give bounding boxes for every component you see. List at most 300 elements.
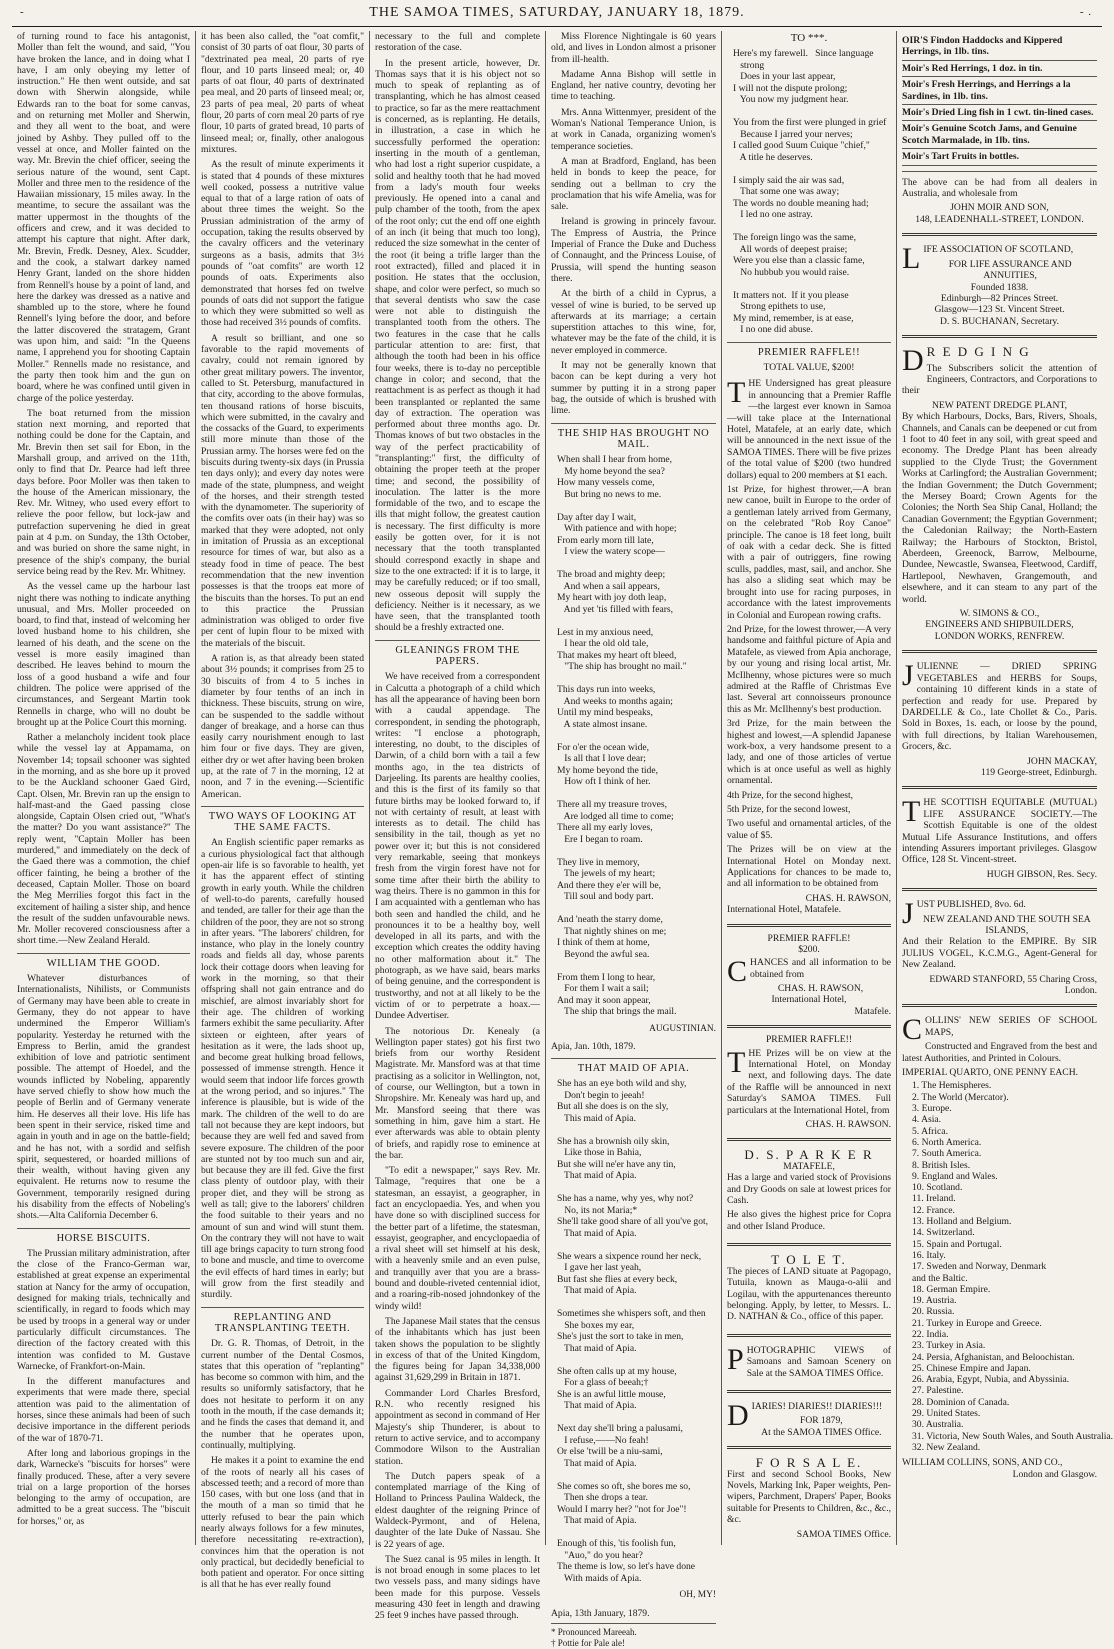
just-published-signature: EDWARD STANFORD, 55 Charing Cross, London. bbox=[929, 973, 1097, 997]
headline-premier-raffle-2: PREMIER RAFFLE! bbox=[767, 932, 851, 944]
article-paragraph: We have received from a correspondent in Calcutta a photograph of a child which has all the appearance of having been born with a caudal appendage. The correspondent, in sending the photograph, writes: "I enclose a photograph, interesting, no doubt, to the disciples of Darwin, of a child born with a tail a few months ago, in the tea districts of Darjeeling. Its parents are healthy coolies, and this is the first of its family so that future births may be looked forward to, if not with certainty of result, at least with interests as to detail. The child has sensibility in the tail, though as yet no power over it; but this is not considered very remarkable, seeing that monkeys fresh from the virgin forest have not for some time after their birth the ability to wag theirs. There is no gammon in this for I am acquainted with a gentleman who has both seen and handled the child, and he pronounces it to be a healthy boy, well developed in all its parts, and with the exception which creates the oddity having no other malformation about it." The photograph, as we have said, bears marks of being genuine, and the correspondent is trustworthy, and not at all likely to be the victim of or to perpetrate a hoax.—Dundee Advertiser. bbox=[375, 671, 540, 1022]
list-line: Then she drops a tear. bbox=[557, 1492, 648, 1504]
list-line: 28. Dominion of Canada. bbox=[912, 1396, 1010, 1408]
list-line: 18. German Empire. bbox=[912, 1283, 991, 1295]
collins-map-list bbox=[912, 1080, 1114, 1453]
list-line: Enough of this, 'tis foolish fun, bbox=[557, 1538, 676, 1550]
list-line: 7. South America. bbox=[912, 1148, 982, 1160]
list-line: But she will ne'er have any tin, bbox=[557, 1158, 676, 1170]
article-paragraph: Commander Lord Charles Bresford, R.N. who recently resigned his appointment as second in command of Her Majesty's ship Thunderer, is about to return to active service, and to accompany Commodore Wilson to the Australian station. bbox=[375, 1387, 540, 1467]
list-line bbox=[557, 1469, 716, 1481]
drop-cap-t: T bbox=[727, 1045, 746, 1079]
list-line: My mind, remember, is at ease, bbox=[733, 312, 854, 324]
list-line: How many vessels come, bbox=[557, 477, 655, 489]
list-line: Next day she'll bring a palusami, bbox=[557, 1423, 683, 1435]
list-line: 11. Ireland. bbox=[912, 1193, 956, 1205]
just-published-heading: NEW ZEALAND AND THE SOUTH SEA ISLANDS, bbox=[922, 913, 1091, 936]
list-line: The broad and mighty deep; bbox=[557, 569, 666, 581]
article-paragraph: The Dutch papers speak of a contemplated marriage of the King of Holland to Princess Paulina Waldeck, the eldest daughter of the reigning Prince of Waldeck-Pyrmont, and of Helena, daughter of the late Duke of Nassau. She is 22 years of age. bbox=[375, 1470, 540, 1550]
list-line bbox=[557, 1124, 716, 1136]
article-paragraph: Rather a melancholy incident took place while the vessel lay at Appamama, on November 14; topsail schooner was sighted in the morning, and as she bore up it proved to be the Auckland schooner Gaed Gird, Capt. Olsen, Mr. Brevin ran up the ensign to half-mast-and the Gaed passing close alongside, Captain Olsen cried out, "What's the matter? Do you want assistance?" The reply went, "Captain Moller has been murdered," and immediately on the deck of the Gaed there was a commotion, the chief officer fainting, he being a brother of the deceased, Captain Moller. Those on board the Meg Merrilies forgot this fact in the excitement of hailing a sister ship, and hence the result of the sudden unfavourable news. Mr. Moller recovered consciousness after a short time.—New Zealand Herald. bbox=[17, 732, 190, 947]
collins-advert bbox=[902, 1013, 1114, 1482]
article-paragraph: Whatever disturbances of Internationalists, Nihilists, or Communists of Germany may have been able to create in Germany, they do not appear to have undermined the Emperor William's popularity. Yesterday he returned with the Empress to Berlin, amid the grandest exhibition of love and patriotic sentiment possible. The attempt of Hoedel, and the wounds inflicted by Nobeling, apparently have served chiefly to show how much the people of Berlin and of Germany venerate him. He deserves all their love. His life has been spent in their service, risked time and again in youth and in age on the battle-field; and he has not, with a sordid and selfish spirit, sequestered, or hoarded millions of their wealth, without having given any equivalent. He returns now to resume the Government, temporarily resigned during his disability from the effects of Nobeling's shots.—Alta California December 6. bbox=[17, 973, 190, 1222]
raffle-2-signature: CHAS. H. RAWSON, bbox=[777, 983, 864, 995]
raffle-prize-5: 5th Prize, for the second lowest, bbox=[727, 804, 851, 816]
raffle-intro: HE Undersigned has great pleasure in announcing that a Premier Raffle —the largest ever known in Samoa—will take place at the International Hotel, Matafele, at an early date, which will be announced in the next issue of the SAMOA TIMES. There will be five prizes of the total value of $200 (two hundred dollars) equal to 200 members at $1 each. bbox=[727, 378, 891, 481]
headline-premier-raffle-3: PREMIER RAFFLE!! bbox=[765, 1034, 853, 1046]
list-line: 25. Chinese Empire and Japan. bbox=[912, 1362, 1031, 1374]
list-line: From them I long to hear, bbox=[557, 971, 656, 983]
parker-place: MATAFELE, bbox=[783, 1160, 835, 1172]
life-founded: Founded 1838. bbox=[970, 281, 1029, 293]
list-line bbox=[557, 1527, 716, 1539]
list-line bbox=[557, 845, 716, 857]
collins-title: OLLINS' NEW SERIES OF SCHOOL MAPS, bbox=[925, 1015, 1097, 1038]
for-sale-advert bbox=[727, 1455, 891, 1542]
list-line: Are lodged all time to come; bbox=[557, 810, 674, 822]
list-line: Moir's Red Herrings, 1 doz. in tin. bbox=[902, 61, 1097, 77]
list-line: 19. Austria. bbox=[912, 1295, 957, 1307]
list-line: I simply said the air was sad, bbox=[733, 174, 845, 186]
raffle-signature: CHAS. H. RAWSON, bbox=[805, 892, 891, 904]
list-line: I led no one astray. bbox=[733, 209, 813, 221]
collins-signature: WILLIAM COLLINS, SONS, AND CO., bbox=[902, 1457, 1063, 1469]
list-line bbox=[557, 500, 716, 512]
list-line: She's just the sort to take in men, bbox=[557, 1331, 684, 1343]
list-line: There all my treasure troves, bbox=[557, 799, 668, 811]
headline-to: TO ***. bbox=[790, 32, 828, 44]
parker-text: Has a large and varied stock of Provisions and Dry Goods on sale at lowest prices for Cash. bbox=[727, 1172, 891, 1207]
list-line: Because I jarred your nerves; bbox=[733, 128, 853, 140]
raffle-signature-place: International Hotel, Matafele. bbox=[727, 904, 842, 916]
dredging-firm-line: LONDON WORKS, RENFREW. bbox=[934, 630, 1065, 642]
raffle-prize-1: 1st Prize, for highest thrower,—A bran new canoe, built in Europe to the order of a gentleman lately arrived from Germany, on the celebrated "Rob Roy Canoe" principle. The canoe is 18 feet long, built of oak with a cedar deck. She is fitted with a pair of outriggers, fine rowing sculls, paddles, mast, sail, and anchor. She has also a sliding seat which may be brought into use for racing purposes, in accordance with the latest improvements in Colonial and European rowing crafts. bbox=[727, 484, 891, 621]
list-line: And when a sail appears, bbox=[557, 580, 660, 592]
list-line bbox=[557, 615, 716, 627]
list-line: With patience and with hope; bbox=[557, 523, 677, 535]
poem-ship-no-mail bbox=[557, 454, 716, 1018]
list-line: That maid of Apia. bbox=[557, 1515, 637, 1527]
list-line: 27. Palestine. bbox=[912, 1385, 964, 1397]
list-line bbox=[557, 903, 716, 915]
list-line: It matters not. If it you please bbox=[733, 289, 849, 301]
list-line: The jewels of my heart; bbox=[557, 868, 656, 880]
list-line: 2. The World (Mercator). bbox=[912, 1091, 1009, 1103]
list-line bbox=[557, 558, 716, 570]
moir-firm: JOHN MOIR AND SON, bbox=[950, 202, 1049, 214]
dredging-title: R E D G I N G bbox=[926, 344, 1031, 360]
list-line: Does in your last appear, bbox=[733, 71, 836, 83]
headline-ship-no-mail: THE SHIP HAS BROUGHT NO MAIL. bbox=[551, 423, 716, 451]
list-line: Moir's Genuine Scotch Jams, and Genuine Scotch Marmalade, in 1lb. tins. bbox=[902, 121, 1097, 149]
dredging-text: The Subscribers solicit the attention of Engineers, Contractors, and Corporations to their bbox=[902, 362, 1097, 397]
list-line: Would I marry her? "not for Joe"! bbox=[557, 1503, 687, 1515]
list-line: 6. North America. bbox=[912, 1136, 982, 1148]
list-line: That maid of Apia. bbox=[557, 1457, 637, 1469]
list-line: That maid of Apia. bbox=[557, 1170, 637, 1182]
poem-dateline: Apia, Jan. 10th, 1879. bbox=[551, 1040, 636, 1052]
list-line: That makes my heart oft bleed, bbox=[557, 649, 677, 661]
article-paragraph: Dr. G. R. Thomas, of Detroit, in the current number of the Dental Cosmos, states that this operation of "replanting" has become so common with him, and the results so uniformly satisfactory, that he does not hesitate to perform it on any tooth in the mouth, if the case demands it; and he finds the cases that demand it, and the number that he operates upon, continually, multiplying. bbox=[201, 1338, 364, 1451]
raffle-prize-4: 4th Prize, for the second highest, bbox=[727, 789, 854, 801]
list-line: And 'neath the starry dome, bbox=[557, 914, 663, 926]
list-line bbox=[733, 278, 891, 290]
list-line: From early morn till late, bbox=[557, 534, 654, 546]
list-line: and the Baltic. bbox=[912, 1272, 968, 1284]
list-line: For o'er the ocean wide, bbox=[557, 741, 650, 753]
list-line: Is all that I love dear; bbox=[557, 753, 646, 765]
article-paragraph: After long and laborious gropings in the dark, Warnecke's "biscuits for horses" were finally produced. These, after a very severe trial on a large proportion of the horses belonging to the army of occupation, are admitted to be a great success. The "biscuit for horses," or, as bbox=[17, 1447, 190, 1527]
article-paragraph: As the result of minute experiments it is stated that 4 pounds of these mixtures well cooked, possess a nutritive value equal to that of a large ration of oats of about three times the weight. So the Prussian administration of the army of occupation, taking the results observed by the cavalry officers and the veterinary surgeons as a basis, admits that 3½ pounds of "oat comfits" are worth 12 pounds of oats. Experiments also demonstrated that horses fed on twelve pounds of oats did not support the fatigue to which they were submitted so well as those had received 3½ pounds of comfits. bbox=[201, 159, 364, 329]
list-line: 29. United States. bbox=[912, 1408, 981, 1420]
raffle-prize-3: 3rd Prize, for the main between the highest and lowest,—A splendid Japanese work-box, a very handsome present to a lady, and one of those articles of vertue which is at once useful as well as highly ornamental. bbox=[727, 718, 891, 787]
drop-cap-t: T bbox=[902, 795, 921, 829]
list-line: This maid of Apia. bbox=[557, 1112, 636, 1124]
article-paragraph: He makes it a point to examine the end of the roots of nearly all his cases of abscessed teeth; and a record of more than 150 cases, with but one loss (and that in the mouth of a man so timid that he utterly refused to bear the pain which nearly always follows for a few minutes, therefore necessitating re-extraction), convinces him that the operation is not only practical, but decidedly beneficial to both patient and operator. For once sitting is all that he has ever really found bbox=[201, 1455, 364, 1591]
list-line bbox=[557, 788, 716, 800]
poem-signature: AUGUSTINIAN. bbox=[649, 1023, 716, 1034]
life-subtitle: FOR LIFE ASSURANCE AND ANNUITIES, bbox=[948, 258, 1072, 282]
list-line: She is an awful little mouse, bbox=[557, 1388, 666, 1400]
headline-premier-raffle: PREMIER RAFFLE!! bbox=[727, 342, 891, 358]
list-line: 8. British Isles. bbox=[912, 1159, 971, 1171]
julienne-advert bbox=[902, 659, 1097, 780]
list-line: And may it soon appear, bbox=[557, 994, 651, 1006]
list-line: 31. Victoria, New South Wales, and South Australia. bbox=[912, 1430, 1114, 1442]
list-line: My home beyond the tide, bbox=[557, 764, 658, 776]
list-line: I gave her last yeah, bbox=[557, 1262, 642, 1274]
list-line bbox=[557, 730, 716, 742]
list-line: The foreign lingo was the same, bbox=[733, 232, 857, 244]
diaries-where: At the SAMOA TIMES Office. bbox=[761, 1426, 882, 1438]
parker-advert bbox=[727, 1147, 891, 1237]
footnote: † Pottie for Pale ale! bbox=[551, 1638, 625, 1649]
list-line: My home beyond the sea? bbox=[557, 465, 665, 477]
list-line: 4. Asia. bbox=[912, 1114, 942, 1126]
life-address: Glasgow—123 St. Vincent Street. bbox=[934, 304, 1065, 316]
diaries-year: FOR 1879, bbox=[800, 1415, 843, 1427]
list-line bbox=[733, 221, 891, 233]
moir-product-list bbox=[902, 33, 1097, 166]
scottish-equitable-text: HE SCOTTISH EQUITABLE (MUTUAL) LIFE ASSURANCE SOCIETY.—The Scottish Equitable is one of the oldest Mutual Life Assurance Institutions, and offers intending Assurers important privileges. Glasgow Office, 128 St. Vincent-street. bbox=[902, 797, 1097, 866]
list-line: But all she does is on the sly, bbox=[557, 1101, 669, 1113]
list-line: That maid of Apia. bbox=[557, 1285, 637, 1297]
column-3 bbox=[370, 31, 546, 1622]
raffle-3-advert bbox=[727, 1046, 891, 1133]
article-paragraph: necessary to the full and complete restoration of the case. bbox=[375, 31, 540, 54]
list-line bbox=[557, 1354, 716, 1366]
moir-text: The above can be had from all dealers in Australia, and wholesale from bbox=[902, 176, 1097, 200]
raffle-2-advert bbox=[727, 955, 891, 1019]
article-paragraph: A result so brilliant, and one so favorable to the rapid movements of cavalry, could not remain ignored by other great military powers. The inventor, called to St. Petersburg, manufactured in that city, according to the above formulas, ten thousand rations of horse biscuits, which were submitted, in the cavalry and the cossacks of the Guard, to experiments still more minute than those of the Prussian army. The horses were fed on the biscuits during twenty-six days (in Prussia ten days only); and every day notes were made of the state, plumpness, and weight of the horses, and their strength tested with the dynamometer. The superiority of the comfits over oats (in their hay) was so marked that they were adopted, not only in imitation of Prussia as an exceptional resource for times of war, but also as a steady food in time of peace. The best recommendation that the new invention possesses is that the troops eat more of the biscuits than the horses. To put an end to this practice the Prussian administration was obliged to order five per cent of lupin flour to be mixed with the materials of the biscuit. bbox=[201, 332, 364, 649]
list-line: 17. Sweden and Norway, Denmark bbox=[912, 1261, 1047, 1273]
list-line: You from the first were plunged in grief bbox=[733, 117, 887, 129]
drop-cap-j: J bbox=[902, 659, 914, 693]
list-line: 10. Scotland. bbox=[912, 1182, 963, 1194]
drop-cap-l: L bbox=[902, 242, 921, 276]
raffle-total-value: TOTAL VALUE, $200! bbox=[763, 362, 855, 374]
article-paragraph: An English scientific paper remarks as a curious physiological fact that although open-air life is so favorable to health, yet it has the apparent effect of stinting growth in early youth. While the children of well-to-do parents, carefully housed and tended, are taller for their age than the children of the poor, they are not so strong in after years. "The laborers' children, for instance, who play in the lonely country roads and fields all day, whose parents lock their cottage doors when leaving for work in the morning, so that their offspring shall not gain entrance and do mischief, are almost invariably short for their age. The children of working farmers exhibit the same peculiarity. After sixteen or eighteen, after years of hesitation as it were, the lads shoot up, and become great hulking broad fellows, possessed of immense strength. Hence it would seem that indoor life forces growth at the wrong period, and so injures." The inference is plausible, but is wide of the mark. The children of the well to do are tall not because they are kept indoors, but because they are well fed and saved from severe exposure. The children of the poor are stunted not by too much sun and air, but because they are ill fed. Give the first class plenty of outdoor play, with their proper diet, and they will be strong as well as tall; give to the laborers' children the food suitable to their years and no amount of sun and wind will stunt them. On the contrary they will not have to wait till age brings capacity to turn strong food to bone and muscle, and time to overcome the evil effects of hard times in early; but will grow from the first steadily and sturdily. bbox=[201, 837, 364, 1301]
footnote: * Pronounced Mareeah. bbox=[551, 1627, 637, 1638]
poem-dateline: Apia, 13th January, 1879. bbox=[551, 1607, 650, 1619]
photo-text: HOTOGRAPHIC VIEWS of Samoans and Samoan Scenery on Sale at the SAMOA TIMES Office. bbox=[746, 1344, 891, 1379]
just-published-advert bbox=[902, 897, 1097, 998]
list-line: When shall I hear from home, bbox=[557, 454, 673, 466]
list-line: For them I wait a sail; bbox=[557, 983, 649, 995]
list-line: I called good Suum Cuique "chief," bbox=[733, 140, 870, 152]
list-line: Don't begin to jeeah! bbox=[557, 1089, 645, 1101]
diaries-text: IARIES! DIARIES!! DIARIES!!! bbox=[751, 1400, 883, 1412]
drop-cap-c: C bbox=[902, 1013, 923, 1047]
masthead-right-mark: - . bbox=[1079, 6, 1092, 18]
list-line: For a glass of beeah;† bbox=[557, 1377, 649, 1389]
list-line bbox=[557, 1239, 716, 1251]
list-line: Until my mind bespeaks, bbox=[557, 707, 653, 719]
list-line: No hubbub you would raise. bbox=[733, 266, 850, 278]
scottish-equitable-signature: HUGH GIBSON, Res. Secy. bbox=[986, 868, 1097, 880]
article-paragraph: A man at Bradford, England, has been held in bonds to keep the peace, for sending out a bellman to cry the proclamation that his wife Amelia, was for sale. bbox=[551, 155, 716, 213]
list-line: That maid of Apia. bbox=[557, 1342, 637, 1354]
list-line: 13. Holland and Belgium. bbox=[912, 1216, 1012, 1228]
julienne-text: ULIENNE — DRIED SPRING VEGETABLES and HERBS for Soups, containing 10 different kinds in a state of perfection and ready for use. Prepared by DARDELLE & Co., late Chollet & Co., Paris. Sold in Boxes, 1s. each, or loose by the pound, with full directions, by Italian Warehousemen, Grocers, &c. bbox=[902, 661, 1097, 753]
scottish-equitable-advert bbox=[902, 795, 1097, 882]
list-line: 1. The Hemispheres. bbox=[912, 1080, 992, 1092]
list-line: 16. Italy. bbox=[912, 1249, 946, 1261]
list-line: She has an eye both wild and shy, bbox=[557, 1078, 687, 1090]
list-line: 24. Persia, Afghanistan, and Beloochistan. bbox=[912, 1351, 1075, 1363]
list-line: 22. India. bbox=[912, 1329, 949, 1340]
to-let-text: The pieces of LAND situate at Pagopago, Tutuila, known as Mauga-o-alii and Logilau, with the appurtenances thereunto belonging. Apply, by letter, to Messrs. L. D. NATHAN & Co., office of this paper. bbox=[727, 1265, 891, 1323]
raffle-view-note: The Prizes will be on view at the International Hotel on Monday next. Applications for chances to be made to, and all information to be obtained from bbox=[727, 844, 891, 890]
list-line: The ship that brings the mail. bbox=[557, 1006, 677, 1018]
list-line: I hear the old old tale, bbox=[557, 638, 649, 650]
list-line: Like those in Bahia, bbox=[557, 1147, 642, 1159]
headline-two-ways: TWO WAYS OF LOOKING AT THE SAME FACTS. bbox=[201, 806, 364, 834]
list-line: And yet 'tis filled with fears, bbox=[557, 603, 674, 615]
list-line: I no one did abuse. bbox=[733, 324, 813, 336]
columns bbox=[12, 31, 1114, 1649]
list-line: She often calls up at my house, bbox=[557, 1365, 677, 1377]
list-line: I view the watery scope— bbox=[557, 546, 665, 558]
headline-william-the-good: WILLIAM THE GOOD. bbox=[17, 953, 190, 969]
dredging-advert bbox=[902, 344, 1097, 644]
headline-horse-biscuits: HORSE BISCUITS. bbox=[17, 1228, 190, 1244]
raffle-2-signature-hotel: International Hotel, bbox=[771, 994, 847, 1006]
moir-address: 148, LEADENHALL-STREET, LONDON. bbox=[915, 213, 1084, 225]
for-sale-signature: SAMOA TIMES Office. bbox=[796, 1528, 891, 1540]
masthead bbox=[12, 0, 1102, 27]
list-line bbox=[557, 1182, 716, 1194]
article-paragraph: The Suez canal is 95 miles in length. It is not broad enough in some places to let two vessels pass, and many sidings have been made for this purpose. Vessels measuring 430 feet in length and drawing 25 feet 9 inches have passed through. bbox=[375, 1553, 540, 1622]
list-line: 12. France. bbox=[912, 1204, 955, 1216]
raffle-advert bbox=[727, 376, 891, 917]
article-paragraph: Madame Anna Bishop will settle in England, her native country, devoting her time to teaching. bbox=[551, 68, 716, 103]
drop-cap-p: P bbox=[727, 1342, 744, 1376]
list-line: The theme is low, so let's have done bbox=[557, 1561, 696, 1573]
drop-cap-d: D bbox=[727, 1398, 749, 1432]
list-line: That nightly shines on me; bbox=[557, 925, 667, 937]
list-line: Here's my farewell. Since language bbox=[733, 48, 874, 60]
column-6 bbox=[897, 31, 1114, 1545]
drop-cap-c: C bbox=[727, 955, 748, 989]
headline-replanting-teeth: REPLANTING AND TRANSPLANTING TEETH. bbox=[201, 1307, 364, 1335]
list-line: Moir's Fresh Herrings, and Herrings a la Sardines, in 1lb. tins. bbox=[902, 77, 1097, 105]
list-line: 32. New Zealand. bbox=[912, 1441, 981, 1453]
list-line: Strong epithets to use, bbox=[733, 301, 826, 313]
list-line: I think of them at home, bbox=[557, 937, 650, 949]
parker-title: D. S. P A R K E R bbox=[744, 1147, 874, 1163]
photo-advert bbox=[727, 1343, 891, 1384]
list-line: Till soul and body part. bbox=[557, 891, 654, 903]
list-line: All words of deepest praise; bbox=[733, 243, 848, 255]
list-line: I will not the dispute prolong; bbox=[733, 82, 848, 94]
list-line: Moir's Tart Fruits in bottles. bbox=[902, 149, 1097, 165]
list-line: "Auo," do you hear? bbox=[557, 1549, 643, 1561]
collins-size: IMPERIAL QUARTO, ONE PENNY EACH. bbox=[902, 1067, 1079, 1079]
list-line: 26. Arabia, Egypt, Nubia, and Abyssinia. bbox=[912, 1374, 1070, 1386]
list-line: My heart with joy doth leap, bbox=[557, 592, 667, 604]
article-paragraph: "To edit a newspaper," says Rev. Mr. Talmage, "requires that one be a statesman, an essayist, a geographer, in fact an encyclopaedia. Yes, and when you have done so with disciplined success for the better part of a lifetime, the statesman, essayist, geographer, and encyclopaedia of a rival sheet will set himself at his desk, with a heavenly smile and an even pulse, and tranquilly aver that you are a brass-bound and double-riveted centennial idiot, and a roaring-rib-nosed johndonkey of the windy wild! bbox=[375, 1165, 540, 1312]
julienne-address: 119 George-street, Edinburgh. bbox=[981, 766, 1097, 778]
list-line: strong bbox=[733, 59, 765, 71]
article-paragraph: The Prussian military administration, after the close of the Franco-German war, established at great expense an experimental station at Nancy for the army of occupation, designed for making trials, technically and scientifically, in regard to foods which may be used by troops in a general way or under particularly difficult circumstances. The direction of the factory created with this intention was confided to M. Gustave Warnecke, of Frankfort-on-Main. bbox=[17, 1247, 190, 1372]
column-2 bbox=[196, 31, 370, 1591]
list-line: A state almost insane. bbox=[557, 718, 648, 730]
to-let-title: T O L E T. bbox=[771, 1252, 847, 1268]
list-line: Or else 'twill be a niu-sami, bbox=[557, 1446, 663, 1458]
drop-cap-d: D bbox=[902, 344, 924, 378]
list-line: 30. Australia. bbox=[912, 1419, 964, 1431]
list-line: 21. Turkey in Europe and Greece. bbox=[912, 1317, 1042, 1329]
list-line: She has a brownish oily skin, bbox=[557, 1135, 670, 1147]
headline-gleanings: GLEANINGS FROM THE PAPERS. bbox=[375, 640, 540, 668]
list-line: That maid of Apia. bbox=[557, 1227, 637, 1239]
list-line: A title he deserves. bbox=[733, 151, 813, 163]
life-address: Edinburgh—82 Princes Street. bbox=[940, 292, 1059, 304]
masthead-title: THE SAMOA TIMES, SATURDAY, JANUARY 18, 1879. bbox=[369, 5, 745, 20]
raffle-2-amount: $200. bbox=[798, 943, 820, 955]
article-paragraph: At the birth of a child in Cyprus, a vessel of wine is buried, to be served up afterwards at its marriage; a certain superstition attaches to this wine, for, whatever may be the fate of the child, it is never employed in commerce. bbox=[551, 288, 716, 356]
list-line: You now my judgment hear. bbox=[733, 94, 849, 106]
raffle-prize-2: 2nd Prize, for the lowest thrower,—A very handsome and faithful picture of Apia and Matafele, as viewed from Apia anchorage, by our young and rising local artist, Mr. McIlhenny, whose pictures were so much admired at the Raffle of Christmas Eve last. Several art connoisseurs pronounce this as Mr. McIlhenny's best production. bbox=[727, 623, 891, 715]
list-line: She wears a sixpence round her neck, bbox=[557, 1250, 702, 1262]
list-line bbox=[733, 106, 891, 118]
life-title: IFE ASSOCIATION OF SCOTLAND, bbox=[923, 244, 1074, 256]
raffle-3-text: HE Prizes will be on view at the International Hotel, on Monday next, and following days. The date of the Raffle will be announced in next Saturday's SAMOA TIMES. Full particulars at the International Hotel, from bbox=[727, 1047, 891, 1116]
poem-signature: OH, MY! bbox=[679, 1590, 716, 1601]
list-line: That some one was away; bbox=[733, 186, 840, 198]
article-paragraph: The Japanese Mail states that the census of the inhabitants which has just been taken shows the population to be slightly in excess of that of the United Kingdom, the figures being for Japan 34,338,000 against 31,629,299 in Britain in 1871. bbox=[375, 1315, 540, 1384]
article-paragraph: A ration is, as that already been stated about 3½ pounds; it comprises from 25 to 30 biscuits of from 4 to 5 inches in diameter by four tenths of an inch in thickness. These biscuits, strung on wire, can be suspended to the saddle without danger of breakage, and a horse can thus easily carry nourishment enough to last him four or five days. They are given, either dry or wet after having been broken up, at the rate of 7 in the morning, 12 at noon, and 7 in the evening.—Scientific American. bbox=[201, 653, 364, 800]
list-line: 9. England and Wales. bbox=[912, 1170, 998, 1182]
list-line: She'll take good share of all you've got, bbox=[557, 1216, 709, 1228]
article-paragraph: In the present article, however, Dr. Thomas says that it is his object not so much to speak of replanting as of transplanting, which he has almost ceased to practice, so far as the mere reattachment is concerned, as is replanting. He details, in illustration, a case in which he successfully performed the operation: inserting in the mouth of a gentleman, who had lost a right superior cuspidate, a solid and healthy tooth that he had moved from a lady's mouth four weeks previously. He opened into a canal and pulp chamber of the tooth, from the apex of the root only; cut the end off one eighth of an inch (it being that much too long), reduced the size somewhat in the center of the root (it being a trifle larger than the root extracted), filled and placed it in position. He states that the occlusion, shape, and color were perfect, so much so that several dentists who saw the case were not able to distinguish the transplanted tooth from the others. The two features in the case that he calls particular attention to are: first, that although the tooth had been in his office four weeks, there is to-day no perceptible change in color; and second, that the reattachment is as perfect as though it had been transplanted or replanted the same day of extraction. The operation was performed about three months ago. Dr. Thomas knows of but two obstacles in the way of the perfect practicability of "transplanting:" first, the difficulty of obtaining the proper teeth at the proper time; and second, the possibility of inoculation. The latter is the more formidable of the two, and to escape the ills that might follow, the greatest caution is necessary. The first difficulty is more easily be gotten over, for it is not necessary that the tooth transplanted should correspond exactly in shape and size to the one extracted: if it is to large, it may be carefully reduced; or if too small, new osseous deposit will supply the deficiency. Neither is it necessary, as we have seen, that the transplanted tooth should be a freshly extracted one. bbox=[375, 57, 540, 634]
list-line: I refuse,——No feah! bbox=[557, 1434, 649, 1446]
poem-to bbox=[733, 48, 891, 336]
column-1 bbox=[12, 31, 196, 1545]
list-line bbox=[557, 1297, 716, 1309]
parker-text: He also gives the highest price for Copra and other Island Produce. bbox=[727, 1209, 891, 1232]
list-line bbox=[557, 1412, 716, 1424]
list-line bbox=[557, 960, 716, 972]
list-line: But bring no news to me. bbox=[557, 488, 662, 500]
article-paragraph: As the vessel came up the harbour last night there was nothing to indicate anything unusual, and Mrs. Moller proceeded on board, to find that, instead of welcoming her loved husband home to his children, she learned of his death, and the scene on the vessel is more easily imagined than described. He leaves behind to mourn the loss of a good husband a wife and four children. The police were apprised of the circumstances, and Sergeant Martin took Rennells in charge, who will no doubt be brought up at the Police Court this morning. bbox=[17, 581, 190, 728]
list-line: 23. Turkey in Asia. bbox=[912, 1340, 986, 1352]
list-line: With maids of Apia. bbox=[557, 1572, 642, 1584]
list-line: 15. Spain and Portugal. bbox=[912, 1238, 1002, 1250]
dredging-heading: NEW PATENT DREDGE PLANT, bbox=[931, 399, 1068, 411]
drop-cap-t: T bbox=[727, 376, 746, 410]
list-line: Ere I began to roam. bbox=[557, 833, 643, 845]
list-line: 20. Russia. bbox=[912, 1306, 955, 1318]
headline-maid-of-apia: THAT MAID OF APIA. bbox=[551, 1058, 716, 1074]
list-line bbox=[733, 163, 891, 175]
list-line: This days run into weeks, bbox=[557, 684, 656, 696]
list-line: Moir's Dried Ling fish in 1 cwt. tin-lined cases. bbox=[902, 105, 1097, 121]
list-line: 14. Switzerland. bbox=[912, 1227, 975, 1239]
poem-maid-of-apia bbox=[557, 1078, 716, 1584]
list-line: They live in memory, bbox=[557, 856, 640, 868]
raffle-prize-note: Two useful and ornamental articles, of the value of $5. bbox=[727, 818, 891, 841]
list-line: There all my early loves, bbox=[557, 822, 653, 834]
list-line: No, its not Maria;* bbox=[557, 1204, 638, 1216]
list-line bbox=[557, 673, 716, 685]
moir-advert bbox=[902, 31, 1097, 227]
list-line: And there they e'er will be, bbox=[557, 879, 662, 891]
list-line: Lest in my anxious need, bbox=[557, 626, 654, 638]
drop-cap-j: J bbox=[902, 897, 914, 931]
article-paragraph: It may not be generally known that bacon can be kept during a very hot summer by putting it in a strong paper bag, the outside of which is brushed with lime. bbox=[551, 360, 716, 417]
list-line: The words no double meaning had; bbox=[733, 197, 869, 209]
article-paragraph: The boat returned from the mission station next morning, and reported that nothing could be done for the Captain, and Mr. Brevin then set sail for Ebon, in the Marshall group, and arrived on the 11th, only to find that Dr. Pearce had left three days before. Poor Moller was then taken to the house of the American missionary, the Rev. Mr. Witney, who used every effort to relieve the poor fellow, but lock-jaw and putrefaction supervening he died in great pain at 4 p.m. on Sunday, the 13th October, and was buried on shore the same night, in presence of the ship's company, the burial service being read by the Rev. Mr. Whitney. bbox=[17, 407, 190, 577]
list-line: Day after day I wait, bbox=[557, 511, 637, 523]
list-line: She has a name, why yes, why not? bbox=[557, 1193, 694, 1205]
footnotes bbox=[551, 1623, 716, 1649]
for-sale-title: F O R S A L E. bbox=[755, 1455, 863, 1471]
list-line: Beyond the awful sea. bbox=[557, 948, 650, 960]
list-line: That maid of Apia. bbox=[557, 1400, 637, 1412]
raffle-3-signature: CHAS. H. RAWSON. bbox=[805, 1119, 891, 1131]
article-paragraph: The notorious Dr. Kenealy (a Wellington paper states) got his first two briefs from our worthy Resident Magistrate. Mr. Mansford was at that time practising as a solicitor in Wellington, not, of course, our Wellington, but a town in Shropshire. Mr. Kenealy was hard up, and Mr. Mansford seeing that there was something in him, gave him a start. He ever afterwards was able to obtain plenty of briefs, and rapidly rose to eminence at the bar. bbox=[375, 1025, 540, 1161]
life-association-advert bbox=[902, 242, 1097, 329]
article-paragraph: In the different manufactures and experiments that were made there, special attention was paid to the alimentation of horses, since these animals had been of such decisive importance in the different periods of the war of 1870-71. bbox=[17, 1376, 190, 1444]
dredging-firm-line: ENGINEERS AND SHIPBUILDERS, bbox=[925, 619, 1074, 631]
dredging-firm: W. SIMONS & CO., bbox=[959, 608, 1040, 620]
dredging-text: By which Harbours, Docks, Bars, Rivers, Shoals, Channels, and Canals can be deepened or cut from 1 foot to 40 feet in any soil, with great speed and economy. The Dredge Plant has been already supplied to the Clyde Trust; the Government Works at Carlingford; the Australian Government; the Indian Government; the Dutch Government; the Mersey Board; Crown Agents for the Colonies; the North Sea Ship Canal, Holland; the Canadian Government; the Egyptian Government; the Caledonian Railway; the North-Eastern Railway; the Harbours of Stockton, Bristol, Aberdeen, Greenock, Barrow, Melbourne, Dundee, Newcastle, Swansea, Fleetwood, Cardiff, Hartlepool, Newhaven, Grangemouth, and elsewhere, and it can steam to any part of the world. bbox=[902, 411, 1097, 605]
diaries-advert bbox=[727, 1399, 891, 1440]
column-4 bbox=[546, 31, 722, 1649]
list-line: 5. Africa. bbox=[912, 1125, 948, 1137]
column-5 bbox=[722, 31, 897, 1545]
list-line: How oft I think of her. bbox=[557, 776, 651, 788]
list-line: But fast she flies at every beck, bbox=[557, 1273, 678, 1285]
article-paragraph: Miss Florence Nightingale is 60 years old, and lives in London almost a prisoner from ill-health. bbox=[551, 31, 716, 65]
list-line: And weeks to months again; bbox=[557, 695, 673, 707]
collins-text: Constructed and Engraved from the best and latest Authorities, and Printed in Colours. bbox=[902, 1041, 1097, 1064]
list-line: She comes so oft, she bores me so, bbox=[557, 1480, 691, 1492]
article-paragraph: Ireland is growing in princely favour. The Empress of Austria, the Prince Imperial of France the Duke and Duchess of Connaught, and the Princess Louise, of Prussia, will spend the hunting season there. bbox=[551, 216, 716, 284]
julienne-signature: JOHN MACKAY, bbox=[1027, 755, 1097, 767]
article-paragraph: of turning round to face his antagonist, Moller than felt the wound, and said, "You have broken the lance, and in doing what I have, I am only obeying my letter of instruction." He then went outside, and sat down with Sherwin alongside, while Edwards ran to the boat for some canvas, and on returning met Moller and Sherwin, and they all went to the boat, and were joined by Ashby. They pulled off to the vessel at once, and Moller fainted on the way. Mr. Brevin the chief officer, seeing the serious nature of the wound, sent Capt. Moller and three men to the residence of the Hawaiian missionary, 15 miles away. In the meantime, to secure the assailant was the matter uppermost in the thoughts of the officers and crew, and it was decided to attempt his capture that night. After dark, Mr. Brevin, Fredk. Desney, Alex. Scudder, and the cook, a stalwart darkey named Henry Grant, landed on the shore hidden from Rennell's house by a point of land, and here the darkey was dressed as a native and shambled up to the store, where he found Rennell's lying before the door, and before the latter discovered the stratagem, Grant was upon him, and said: "In the Queens name, I apprehend you for shooting Captain Moller." Rennells made no resistance, and the party then took him and the gun on board, where he was confined until given in charge of the police yesterday. bbox=[17, 31, 190, 404]
just-published-text: And their Relation to the EMPIRE. By SIR JULIUS VOGEL, K.C.M.G., Agent-General for New Zealand. bbox=[902, 936, 1097, 971]
list-line: "The ship has brought no mail." bbox=[557, 661, 687, 673]
raffle-2-text: HANCES and all information to be obtained from bbox=[750, 957, 891, 980]
list-line: 3. Europe. bbox=[912, 1103, 952, 1115]
article-paragraph: it has been also called, the "oat comfit," consist of 30 parts of oat flour, 30 parts of "dextrinated pea meal, 20 parts of rye flour, and 10 parts linseed meal; or, 40 parts of oat flour, 40 parts of dextrinated pea meal, and 20 parts of linseed meal; or, 23 parts of pea meal, 20 parts of wheat flour, 20 parts of corn meal 20 parts of rye flour, 10 parts of grated bread, 10 parts of linseed meal; or, finally, other analogous mixtures. bbox=[201, 31, 364, 155]
masthead-left-mark: - bbox=[20, 6, 25, 18]
list-line: Sometimes she whispers soft, and then bbox=[557, 1308, 706, 1320]
list-line: Were you else than a classic fame, bbox=[733, 255, 865, 267]
